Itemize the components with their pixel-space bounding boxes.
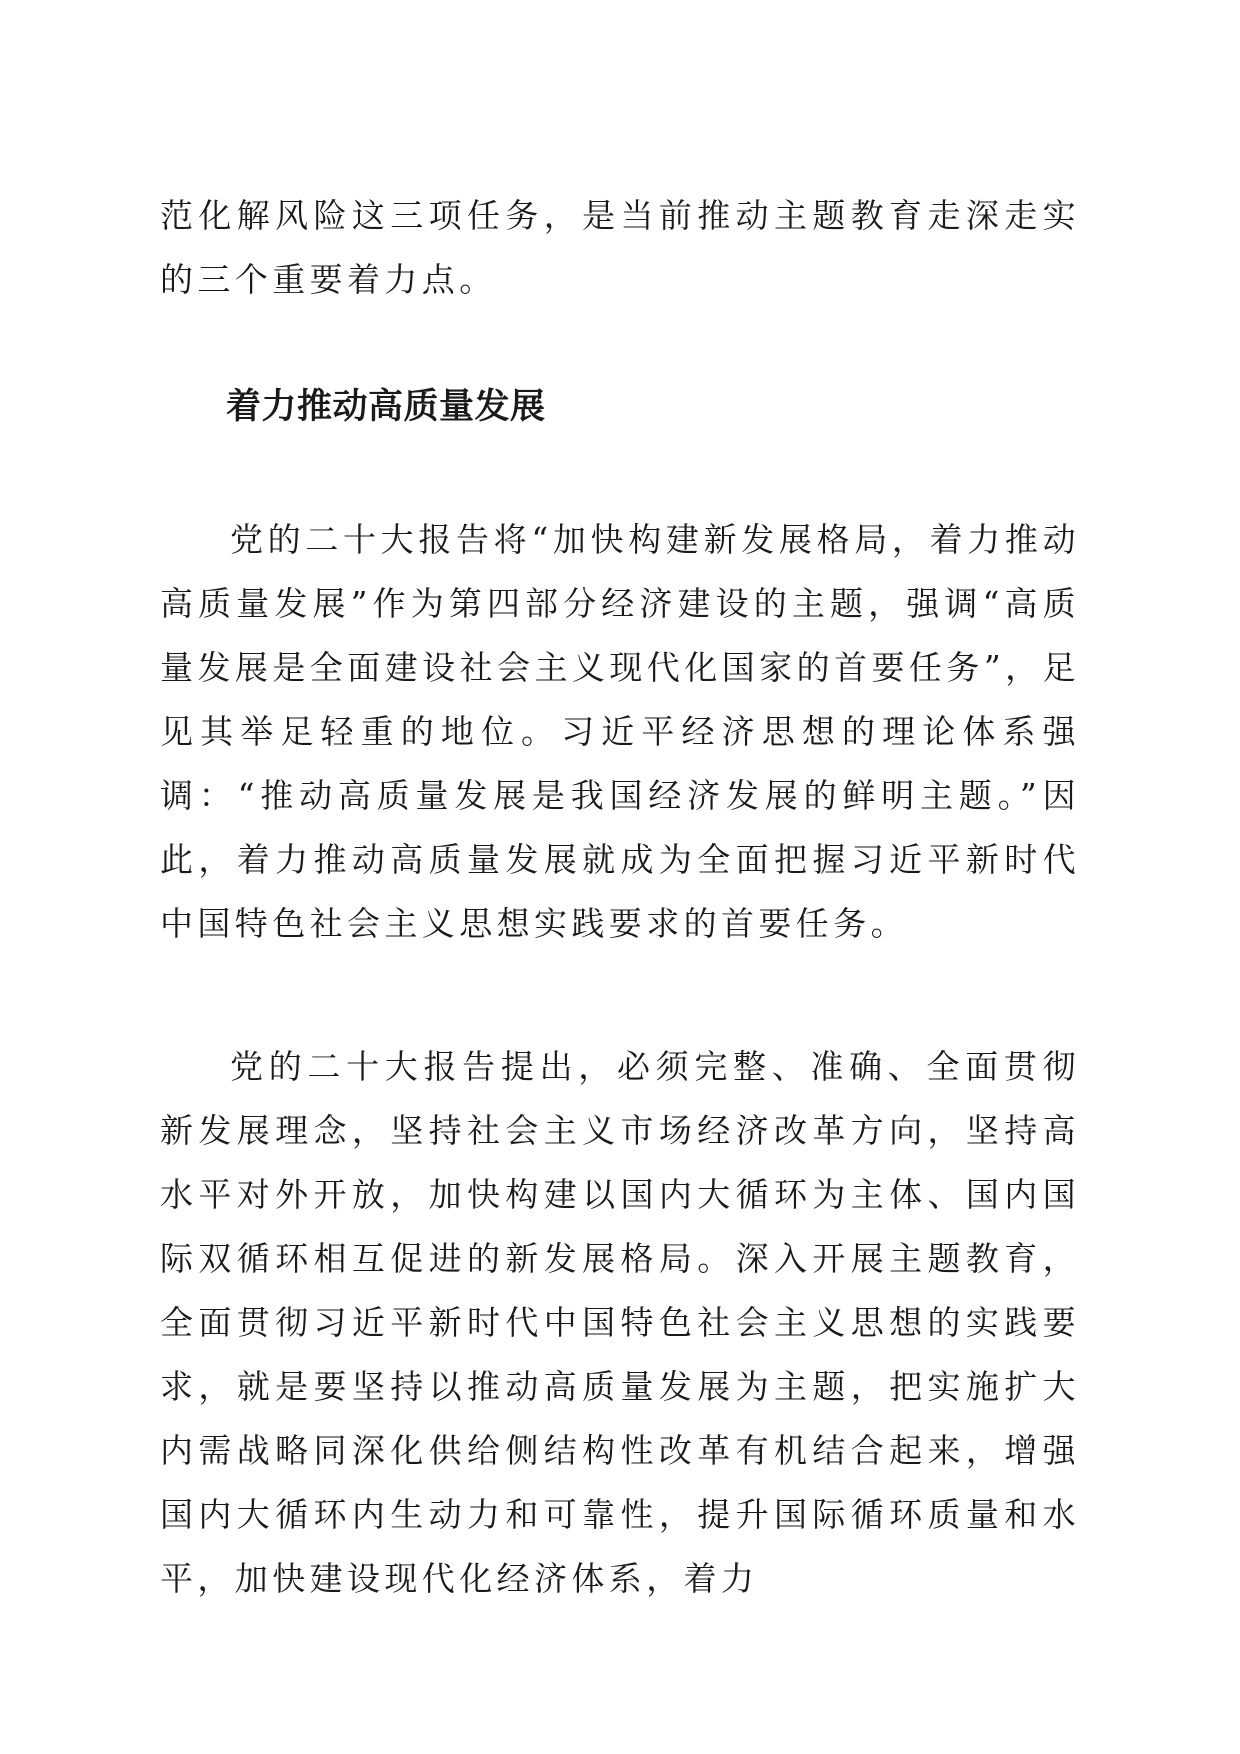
section-heading: 着力推动高质量发展 xyxy=(226,387,546,427)
intro-paragraph: 范化解风险这三项任务，是当前推动主题教育走深走实的三个重要着力点。 xyxy=(160,196,1080,299)
body-paragraph-1: 党的二十大报告将“加快构建新发展格局，着力推动高质量发展”作为第四部分经济建设的主题，强调“高质量发展是全面建设社会主义现代化国家的首要任务”，足见其举足轻重的地位。习近平经济思想的理论体系强调：“推动高质量发展是我国经济发展的鲜明主题。”因此，着力推动高质量发展就成为全面把握习近平新时代中国特色社会主义思想实践要求的首要任务。 xyxy=(160,520,1080,943)
body-paragraph-2: 党的二十大报告提出，必须完整、准确、全面贯彻新发展理念，坚持社会主义市场经济改革方向，坚持高水平对外开放，加快构建以国内大循环为主体、国内国际双循环相互促进的新发展格局。深入开展主题教育，全面贯彻习近平新时代中国特色社会主义思想的实践要求，就是要坚持以推动高质量发展为主题，把实施扩大内需战略同深化供给侧结构性改革有机结合起来，增强国内大循环内生动力和可靠性，提升国际循环质量和水平，加快建设现代化经济体系，着力 xyxy=(160,1047,1080,1598)
